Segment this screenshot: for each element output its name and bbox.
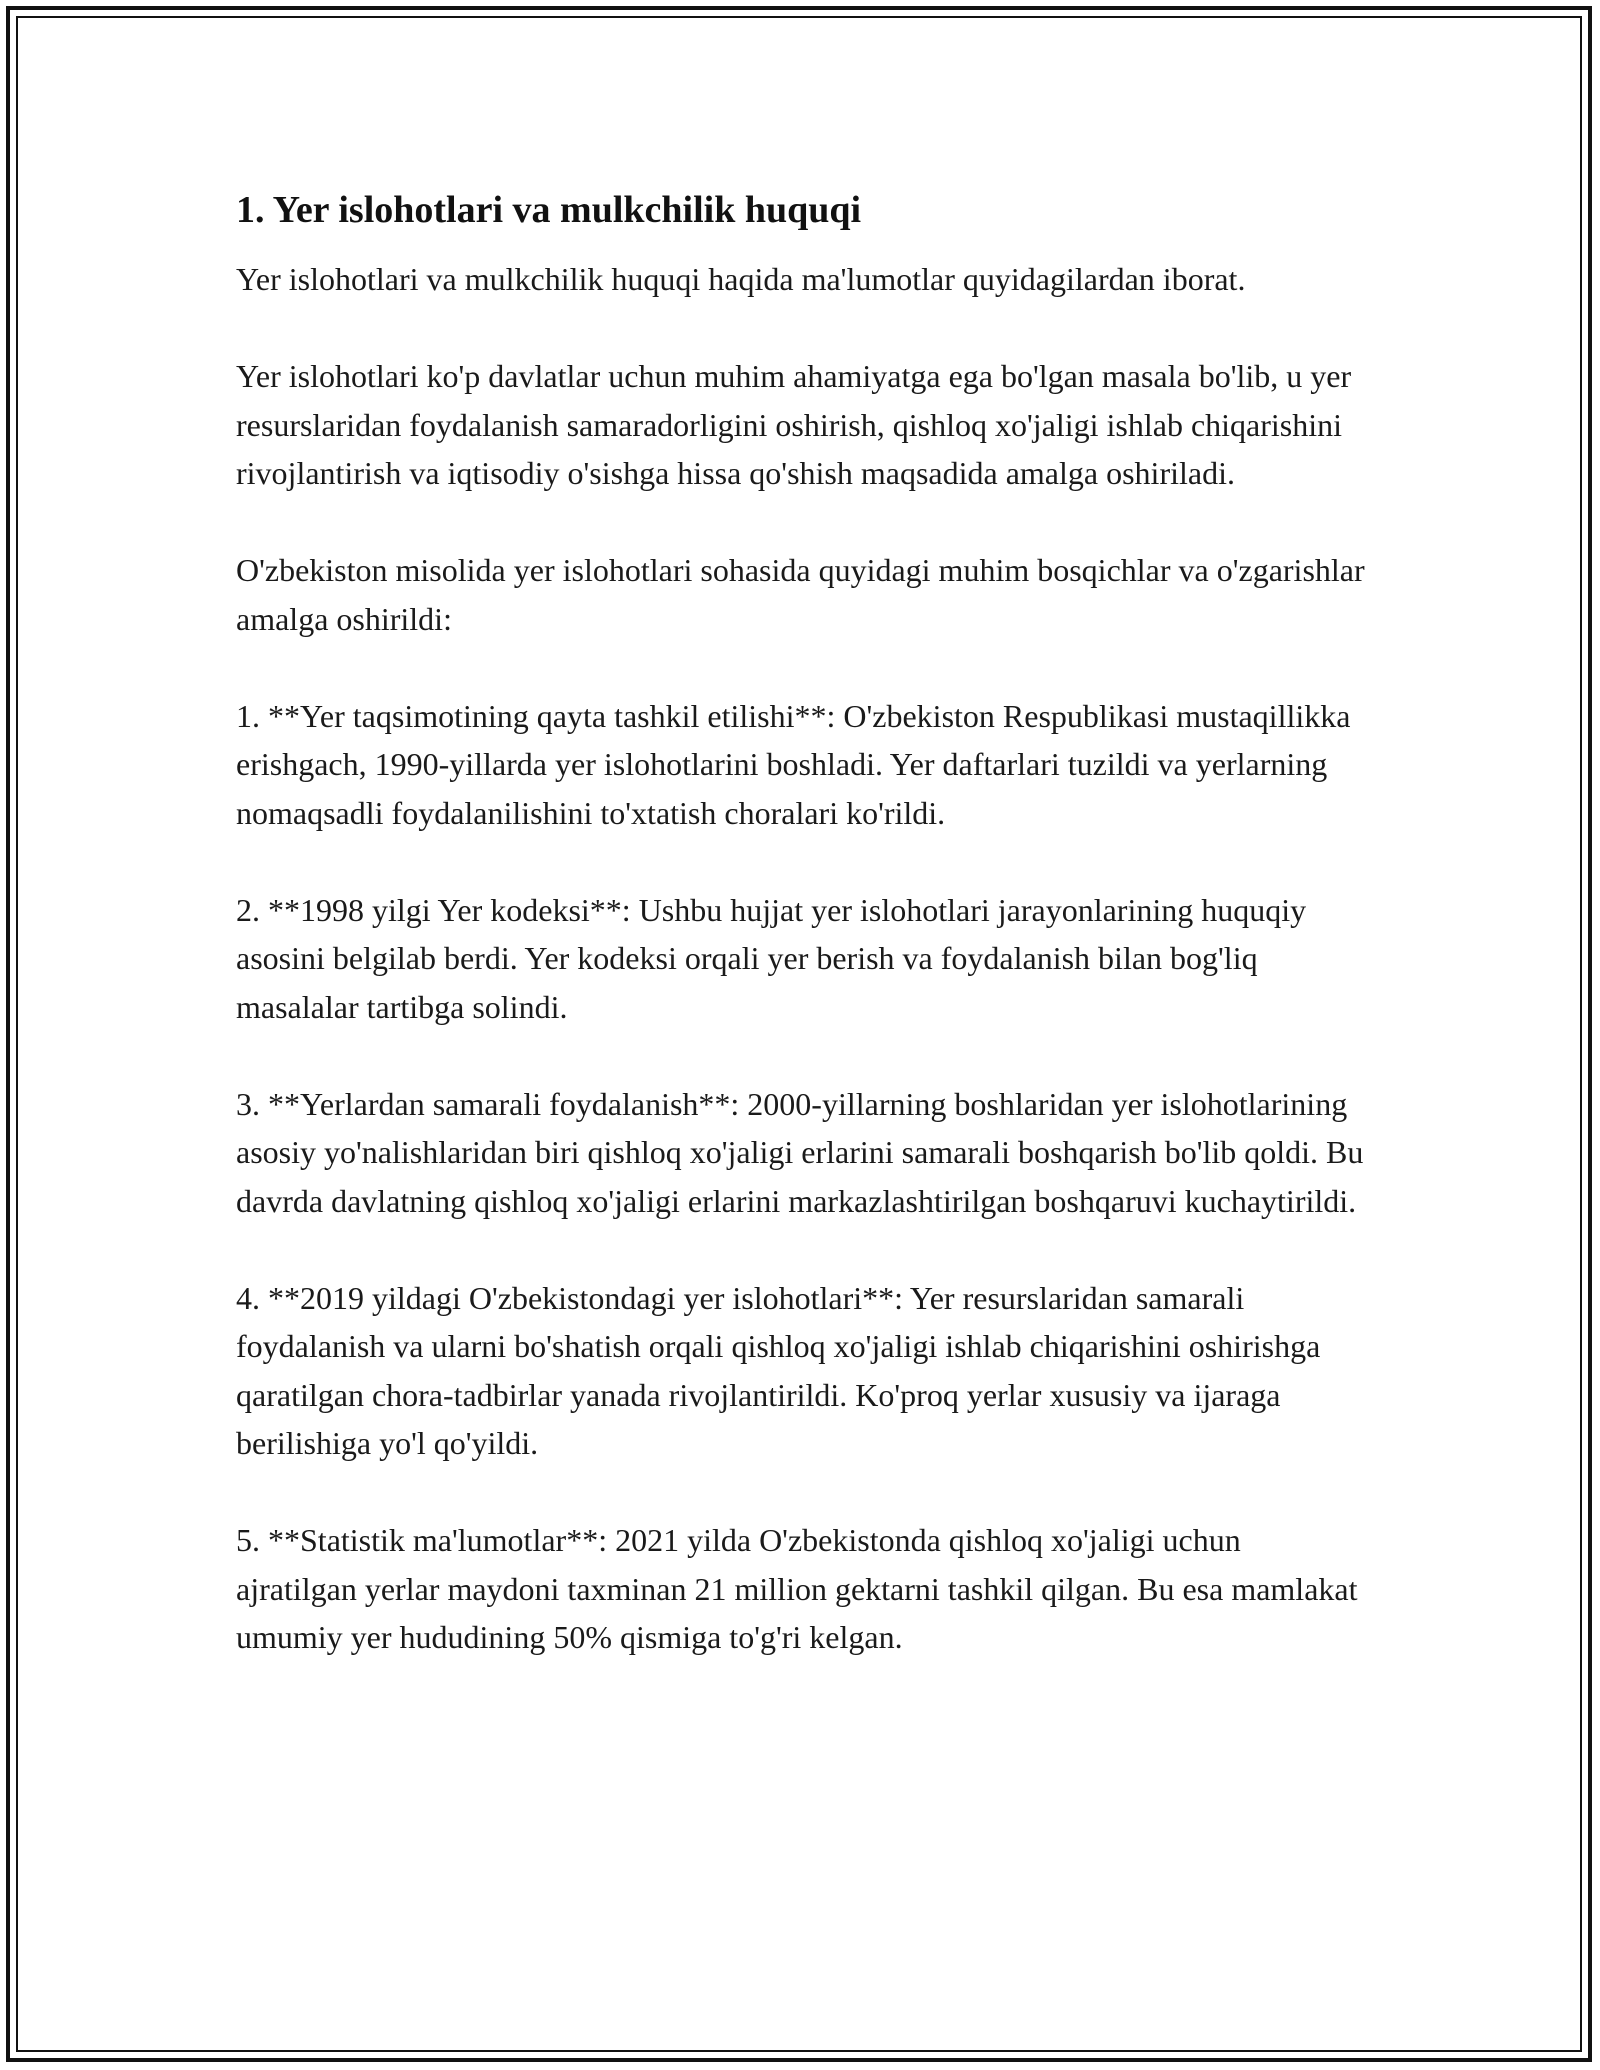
document-body: [236, 185, 1366, 1662]
paragraph-stages-intro: O'zbekiston misolida yer islohotlari sohasida quyidagi muhim bosqichlar va o'zgarishlar amalga oshirildi:: [236, 552, 1365, 637]
list-item-4: 4. **2019 yildagi O'zbekistondagi yer islohotlari**: Yer resurslaridan samarali foydalanish va ularni bo'shatish orqali qishloq xo'jaligi ishlab chiqarishini oshirishga qaratilgan chora-tadbirlar yanada rivojlantirildi. Ko'proq yerlar xususiy va ijaraga berilishiga yo'l qo'yildi.: [236, 1279, 1321, 1461]
paragraph-overview: Yer islohotlari ko'p davlatlar uchun muhim ahamiyatga ega bo'lgan masala bo'lib, u yer resurslaridan foydalanish samaradorligini oshirish, qishloq xo'jaligi ishlab chiqarishini rivojlantirish va iqtisodiy o'sishga hissa qo'shish maqsadida amalga oshiriladi.: [236, 358, 1352, 491]
list-item-3: 3. **Yerlardan samarali foydalanish**: 2000-yillarning boshlaridan yer islohotlarining asosiy yo'nalishlaridan biri qishloq xo'jaligi erlarini samarali boshqarish bo'lib qoldi. Bu davrda davlatning qishloq xo'jaligi erlarini markazlashtirilgan boshqaruvi kuchaytirildi.: [236, 1085, 1364, 1219]
list-item-1: 1. **Yer taqsimotining qayta tashkil etilishi**: O'zbekiston Respublikasi mustaqillikka erishgach, 1990-yillarda yer islohotlarini boshladi. Yer daftarlari tuzildi va yerlarning nomaqsadli foydalanilishini to'xtatish choralari ko'rildi.: [236, 697, 1351, 831]
section-heading: 1. Yer islohotlari va mulkchilik huquqi: [236, 189, 862, 231]
list-item-5: 5. **Statistik ma'lumotlar**: 2021 yilda O'zbekistonda qishloq xo'jaligi uchun ajratilgan yerlar maydoni taxminan 21 million gektarni tashkil qilgan. Bu esa mamlakat umumiy yer hududining 50% qismiga to'g'ri kelgan.: [236, 1522, 1358, 1655]
list-item-2: 2. **1998 yilgi Yer kodeksi**: Ushbu hujjat yer islohotlari jarayonlarining huquqiy asosini belgilab berdi. Yer kodeksi orqali yer berish va foydalanish bilan bog'liq masalalar tartibga solindi.: [236, 891, 1307, 1025]
paragraph-intro: Yer islohotlari va mulkchilik huquqi haqida ma'lumotlar quyidagilardan iborat.: [236, 261, 1246, 297]
